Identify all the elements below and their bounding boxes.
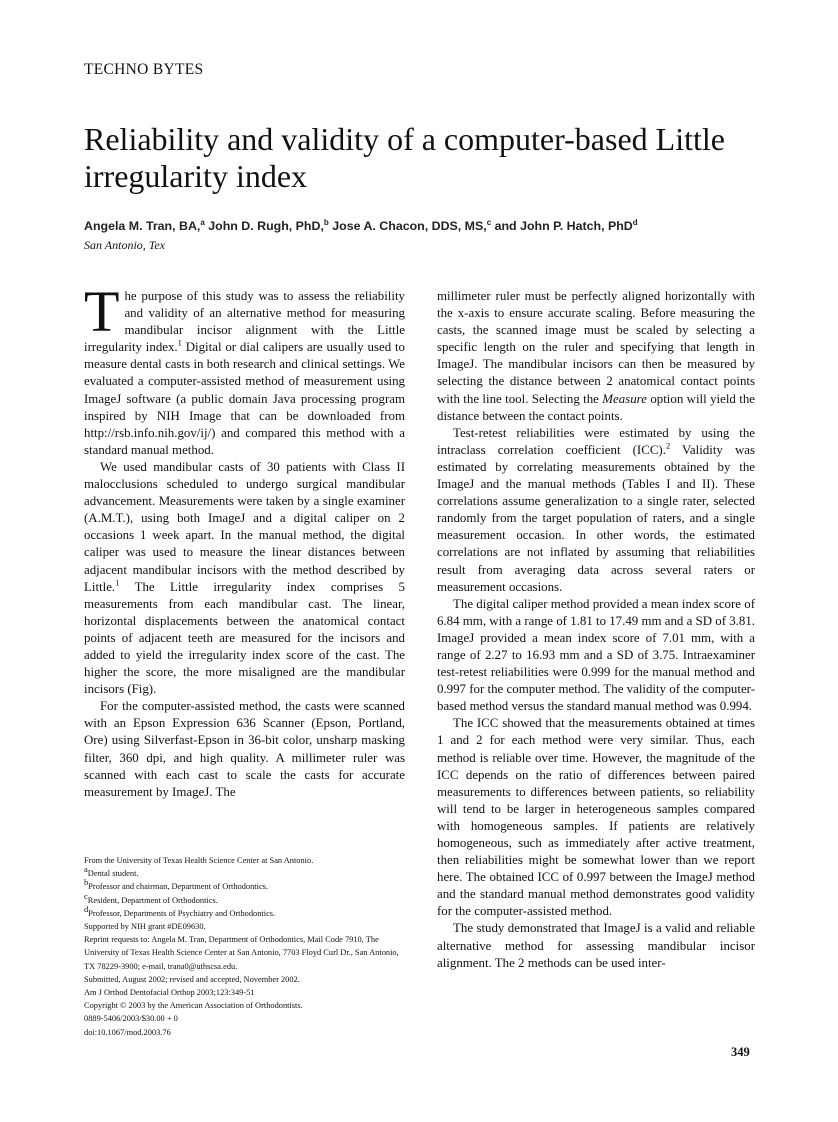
body-paragraph: The study demonstrated that ImageJ is a valid and reliable alternative method for assessing mandibular incisor alignment. The 2 methods can be used inter- xyxy=(437,921,755,970)
footnotes xyxy=(84,854,405,1039)
author-name: John D. Rugh, PhD, xyxy=(204,219,324,233)
section-label: TECHNO BYTES xyxy=(84,61,204,78)
footnote: $^c$Resident, Department of Orthodontics. xyxy=(84,890,218,905)
author-affiliation-mark: a xyxy=(200,217,205,227)
body-paragraph: The ICC showed that the measurements obtained at times 1 and 2 for each method were very similar. Thus, each method is reliable over time. However, the magnitude of the ICC depends on the ratio of differences between paired measurements to differences between patients, so reliability will tend to be larger in heterogeneous samples compared with homogeneous samples. If patients are relatively homogeneous, such as immediately after active treatment, then reliabilities might be somewhat lower than we report here. The obtained ICC of 0.997 between the ImageJ method and the standard manual method demonstrates good validity for the computer-assisted method. xyxy=(437,716,755,919)
body-paragraph: We used mandibular casts of 30 patients with Class II malocclusions scheduled to undergo surgical mandibular advancement. Measurements were taken by a single examiner (A.M.T.), using both ImageJ and a digital caliper on 2 occasions 1 week apart. In the manual method, the digital caliper was used to measure the linear distances between adjacent mandibular incisors with the method described by Little.$^1$ The Little irregularity index comprises 5 measurements from each mandibular cast. The linear, horizontal displacements between the anatomical contact points of adjacent teeth are measured for the incisors and added to yield the irregularity index score of the cast. The higher the score, the more misaligned are the mandibular incisors (Fig). xyxy=(84,459,405,697)
footnote: $^a$Dental student. xyxy=(84,864,139,879)
footnote-citation: Am J Orthod Dentofacial Orthop 2003;123:349-51 xyxy=(84,988,255,998)
drop-cap: T xyxy=(84,279,120,344)
footnote-doi: doi:10.1067/mod.2003.76 xyxy=(84,1027,171,1037)
body-column-left xyxy=(84,279,405,801)
reference-mark: 1 xyxy=(177,337,182,348)
footnote-reprint: Reprint requests to: Angela M. Tran, Department of Orthodontics, Mail Code 7910, The University of Texas Health Science Center at San Antonio, 7703 Floyd Curl Dr., San Antonio, TX 78229-3900; e-mail, trana0@uthscsa.edu. xyxy=(84,935,399,971)
author-list xyxy=(84,219,638,233)
reference-mark: 1 xyxy=(115,577,120,588)
author-location: San Antonio, Tex xyxy=(84,238,166,252)
author-affiliation-mark: c xyxy=(486,217,492,227)
author-name: and John P. Hatch, PhD xyxy=(491,219,633,233)
emphasis: Measure xyxy=(602,391,647,406)
footnote-copyright: Copyright © 2003 by the American Association of Orthodontists. xyxy=(84,1001,303,1011)
footnote: $^b$Professor and chairman, Department of Orthodontics. xyxy=(84,877,269,892)
footnote-affiliation: From the University of Texas Health Science Center at San Antonio. xyxy=(84,856,314,865)
body-paragraph: millimeter ruler must be perfectly aligned horizontally with the x-axis to ensure accurate scaling. Before measuring the casts, the scanned image must be scaled by selecting a specific length on the ruler and specifying that length in ImageJ. The mandibular incisors can then be measured by selecting the distance between 2 anatomical contact points with the line tool. Selecting the Measure option will yield the distance between the contact points. xyxy=(437,289,755,423)
author-affiliation-mark: b xyxy=(323,217,329,227)
footnote-issn: 0889-5406/2003/$30.00 + 0 xyxy=(84,1014,178,1024)
body-paragraph: The digital caliper method provided a mean index score of 6.84 mm, with a range of 1.81 to 17.49 mm and a SD of 3.81. ImageJ provided a mean index score of 7.01 mm, with a range of 2.27 to 16.93 mm and a SD of 3.75. Intraexaminer test-retest reliabilities were 0.999 for the manual method and 0.997 for the computer method. The validity of the computer-based method versus the standard manual method was 0.994. xyxy=(437,596,755,714)
author-name: Jose A. Chacon, DDS, MS, xyxy=(328,219,487,233)
body-paragraph: For the computer-assisted method, the casts were scanned with an Epson Expression 636 Scanner (Epson, Portland, Ore) using Silverfast-Epson in 36-bit color, unsharp masking filter, 360 dpi, and high quality. A millimeter ruler was scanned with each cast to scale the casts for accurate measurement by ImageJ. The xyxy=(84,699,405,799)
footnote-grant: Supported by NIH grant #DE09630. xyxy=(84,922,206,932)
body-paragraph: The purpose of this study was to assess the reliability and validity of an alternative method for measuring mandibular incisor alignment with the Little irregularity index.$^1$ Digital or dial calipers are usually used to measure dental casts in both research and clinical settings. We evaluated a computer-assisted method of measurement using ImageJ software (a public domain Java processing program inspired by NIH Image that can be downloaded from http://rsb.info.nih.gov/ij/) and compared this method with a standard manual method. xyxy=(84,279,405,457)
footnote: $^d$Professor, Departments of Psychiatry and Orthodontics. xyxy=(84,904,276,918)
author-name: Angela M. Tran, BA, xyxy=(84,219,201,233)
body-column-right xyxy=(437,288,755,972)
footnote-submitted: Submitted, August 2002; revised and accepted, November 2002. xyxy=(84,974,300,984)
page-number: 349 xyxy=(731,1045,750,1059)
reference-mark: 2 xyxy=(665,440,671,451)
article-title: Reliability and validity of a computer-based Little irregularity index xyxy=(84,121,725,194)
body-paragraph: Test-retest reliabilities were estimated by using the intraclass correlation coefficient (ICC).$^2$ Validity was estimated by correlating measurements obtained by the ImageJ and the manual methods (Tables I and II). These correlations assume generalization to a single rater, selected randomly from the target population of raters, and a single measurement occasion. In other words, the estimated correlations are not inflated by assuming that reliabilities result from averaging data across several raters or measurement occasions. xyxy=(437,425,755,594)
author-affiliation-mark: d xyxy=(632,217,638,227)
